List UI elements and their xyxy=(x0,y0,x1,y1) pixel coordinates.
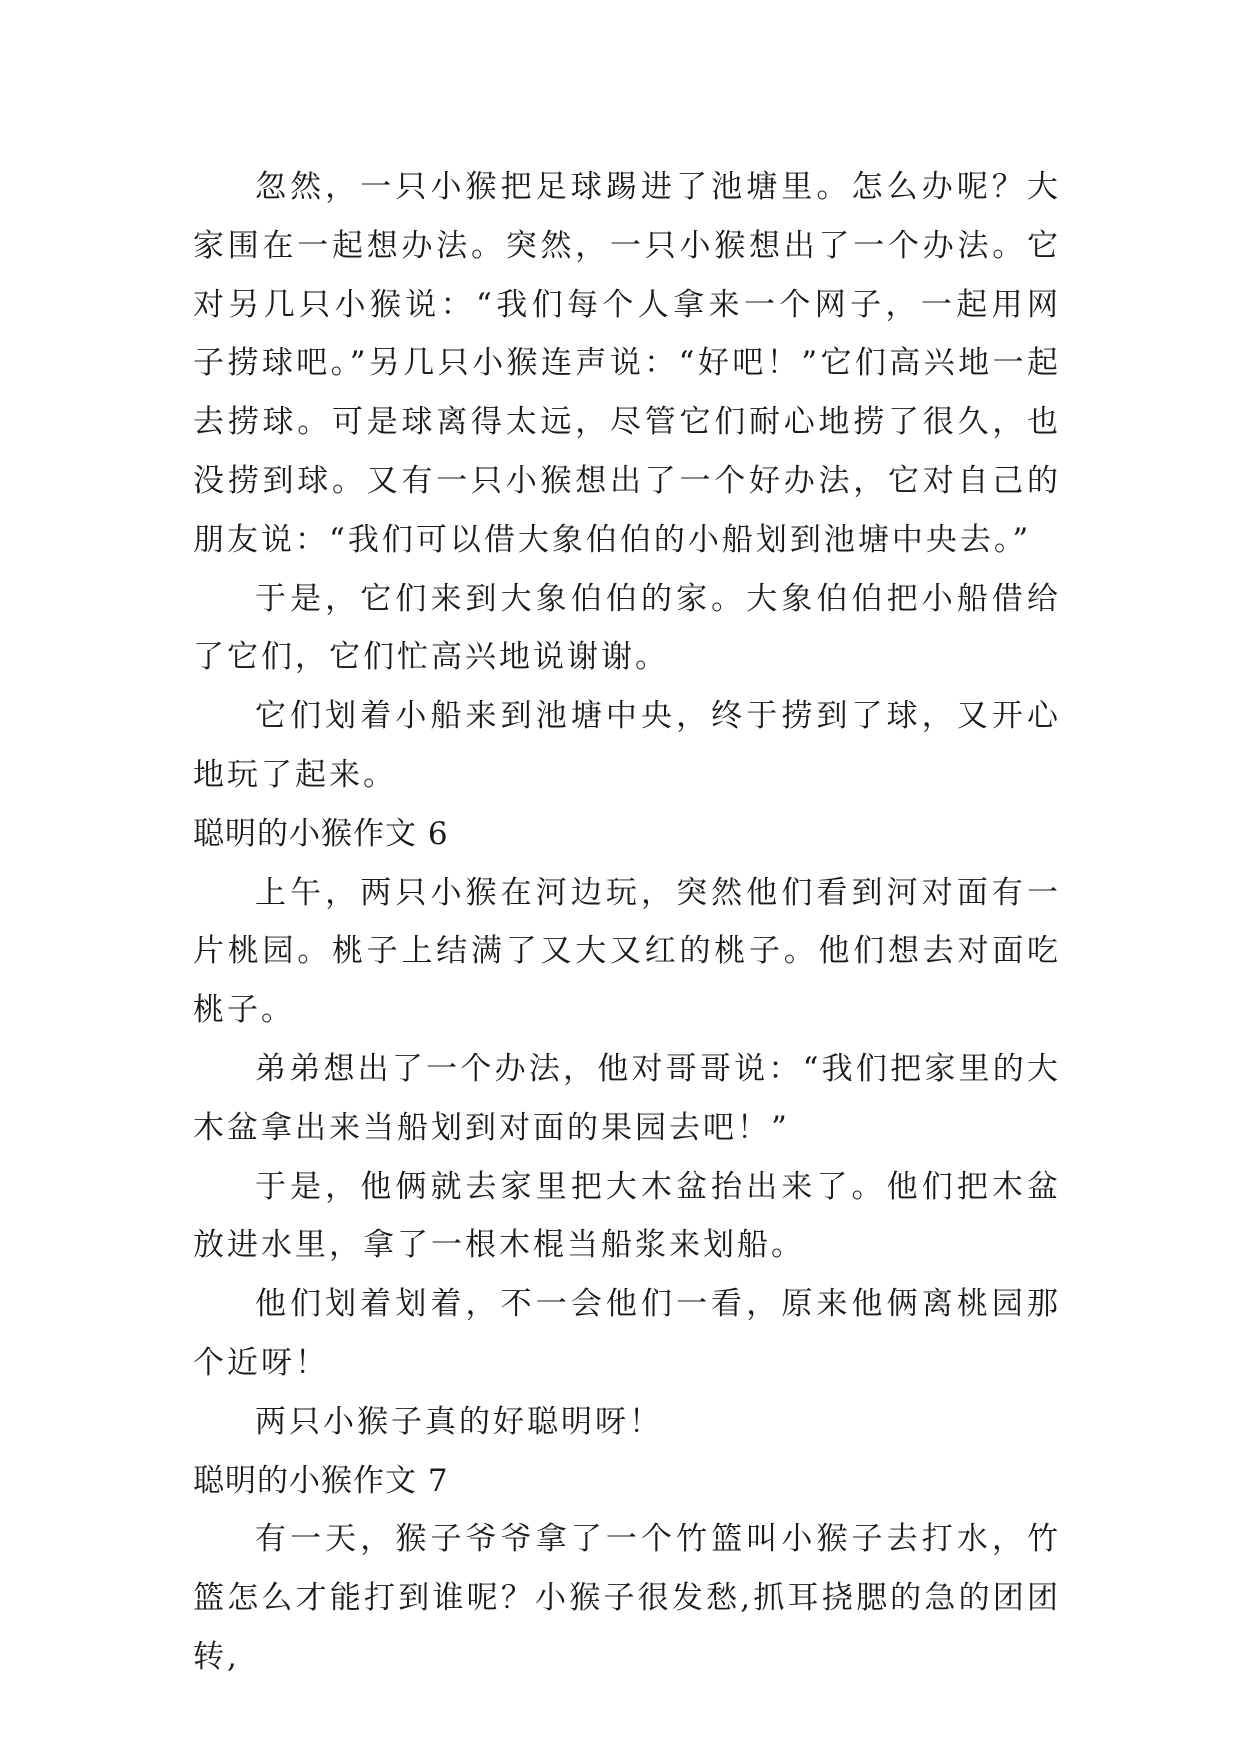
paragraph: 上午，两只小猴在河边玩，突然他们看到河对面有一片桃园。桃子上结满了又大又红的桃子。他们想去对面吃桃子。 xyxy=(193,874,1061,1029)
paragraph: 于是，他俩就去家里把大木盆抬出来了。他们把木盆放进水里，拿了一根木棍当船浆来划船。 xyxy=(193,1168,1061,1264)
section-heading: 聪明的小猴作文 6 xyxy=(193,815,449,852)
paragraph: 有一天，猴子爷爷拿了一个竹篮叫小猴子去打水，竹篮怎么才能打到谁呢？小猴子很发愁,抓耳挠腮的急的团团转, xyxy=(193,1521,1061,1675)
paragraph: 他们划着划着，不一会他们一看，原来他俩离桃园那个近呀！ xyxy=(193,1286,1061,1381)
section-heading: 聪明的小猴作文 7 xyxy=(193,1462,449,1499)
paragraph: 于是，它们来到大象伯伯的家。大象伯伯把小船借给了它们，它们忙高兴地说谢谢。 xyxy=(193,580,1061,676)
paragraph: 忽然，一只小猴把足球踢进了池塘里。怎么办呢？大家围在一起想办法。突然，一只小猴想出了一个办法。它对另几只小猴说：“我们每个人拿来一个网子，一起用网子捞球吧。”另几只小猴连声说：“好吧！”它们高兴地一起去捞球。可是球离得太远，尽管它们耐心地捞了很久，也没捞到球。又有一只小猴想出了一个好办法，它对自己的朋友说：“我们可以借大象伯伯的小船划到池塘中央去。” xyxy=(193,169,1061,558)
document-body xyxy=(193,158,1061,1687)
paragraph: 弟弟想出了一个办法，他对哥哥说：“我们把家里的大木盆拿出来当船划到对面的果园去吧！” xyxy=(193,1050,1061,1146)
paragraph: 两只小猴子真的好聪明呀！ xyxy=(255,1403,663,1440)
paragraph: 它们划着小船来到池塘中央，终于捞到了球，又开心地玩了起来。 xyxy=(193,698,1061,793)
